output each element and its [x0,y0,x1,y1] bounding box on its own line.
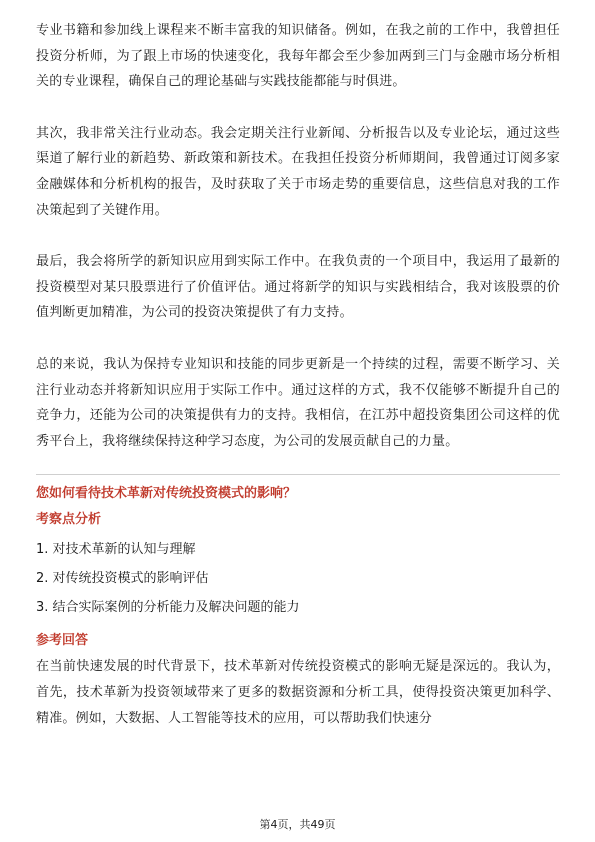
body-paragraph-2: 其次，我非常关注行业动态。我会定期关注行业新闻、分析报告以及专业论坛，通过这些渠道了解行业的新趋势、新政策和新技术。在我担任投资分析师期间，我曾通过订阅多家金融媒体和分析机构的报告，及时获取了关于市场走势的重要信息，这些信息对我的工作决策起到了关键作用。 [36,125,560,218]
analysis-heading: 考察点分析 [36,512,102,528]
analysis-point: 3. 结合实际案例的分析能力及解决问题的能力 [36,600,300,616]
reference-answer-heading: 参考回答 [36,633,89,649]
reference-answer-text: 在当前快速发展的时代背景下，技术革新对传统投资模式的影响无疑是深远的。我认为，首先，技术革新为投资领域带来了更多的数据资源和分析工具，使得投资决策更加科学、精准。例如，大数据、人工智能等技术的应用，可以帮助我们快速分 [36,659,560,726]
analysis-point: 1. 对技术革新的认知与理解 [36,542,196,558]
page-content [36,18,560,731]
analysis-point: 2. 对传统投资模式的影响评估 [36,571,209,587]
interview-question: 您如何看待技术革新对传统投资模式的影响？ [36,486,297,502]
body-paragraph-1: 专业书籍和参加线上课程来不断丰富我的知识储备。例如，在我之前的工作中，我曾担任投资分析师，为了跟上市场的快速变化，我每年都会至少参加两到三门与金融市场分析相关的专业课程，确保自己的理论基础与实践技能都能与时俱进。 [36,23,560,90]
analysis-points-list [36,535,560,622]
page-number-footer: 第4页，共49页 [259,818,336,831]
section-divider [36,474,560,475]
body-paragraph-4: 总的来说，我认为保持专业知识和技能的同步更新是一个持续的过程，需要不断学习、关注行业动态并将新知识应用于实际工作中。通过这样的方式，我不仅能够不断提升自己的竞争力，还能为公司的决策提供有力的支持。我相信，在江苏中超投资集团公司这样的优秀平台上，我将继续保持这种学习态度，为公司的发展贡献自己的力量。 [36,356,560,449]
body-paragraph-3: 最后，我会将所学的新知识应用到实际工作中。在我负责的一个项目中，我运用了最新的投资模型对某只股票进行了价值评估。通过将新学的知识与实践相结合，我对该股票的价值判断更加精准，为公司的投资决策提供了有力支持。 [36,254,560,321]
